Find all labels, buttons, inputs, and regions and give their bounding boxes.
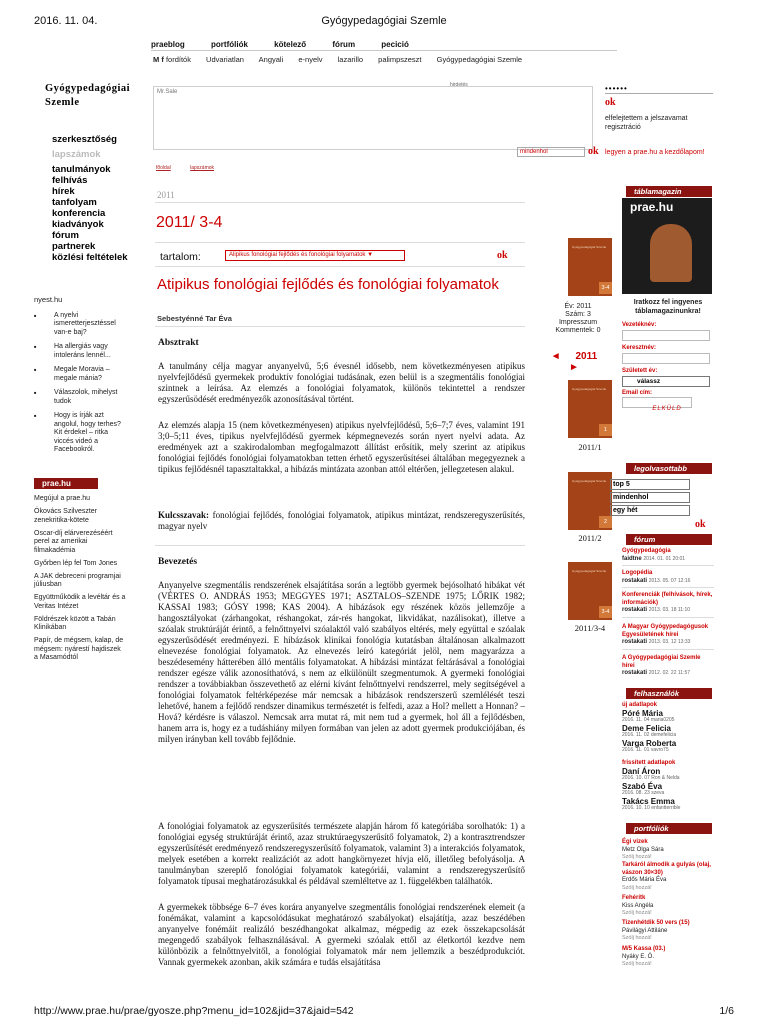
magazine-caption: Iratkozz fel ingyenes táblamagazinunkra! <box>633 299 703 315</box>
print-url: http://www.prae.hu/prae/gyosze.php?menu_id=102&jid=37&jaid=542 <box>34 1005 354 1017</box>
portfolio-title[interactable]: Tizenhétdik 50 vers (15) <box>622 920 690 926</box>
portfolio-author: Metz Olga Sára <box>622 846 664 853</box>
login-ok-button[interactable]: ok <box>605 97 616 108</box>
issue-year: Év: 2011 <box>564 303 592 310</box>
comment-link[interactable]: Szólj hozzá! <box>622 961 652 967</box>
article-title: Atipikus fonológiai fejlődés és fonológiai folyamatok <box>157 276 499 293</box>
portfolio-item[interactable] <box>622 920 714 943</box>
updated-users-label: frissített adatlapok <box>622 760 676 766</box>
issue-number: Szám: 3 <box>565 311 591 318</box>
menu-item[interactable]: tanulmányok <box>52 164 111 175</box>
prae-news-item[interactable]: A JAK debreceni programjai júliusban <box>34 572 121 588</box>
subnav-item[interactable]: Angyali <box>258 55 284 64</box>
comment-link[interactable]: Szólj hozzá! <box>622 884 652 891</box>
contents-ok-button[interactable]: ok <box>497 250 508 261</box>
cover-tab: 1 <box>599 424 612 436</box>
user-date: 2016. 11. 01 <box>622 747 650 753</box>
most-read-scope-select[interactable]: mindenhol <box>610 492 690 503</box>
ad-label: hirdetés <box>450 82 468 88</box>
subnav-item[interactable]: lazarillo <box>337 55 364 64</box>
forum-topic[interactable]: Konferenciák (felhívások, hírek, információk) <box>622 592 713 606</box>
prae-news-header[interactable]: prae.hu <box>34 478 98 489</box>
cover-photo <box>650 224 692 282</box>
user-name[interactable]: Szabó Éva <box>622 781 663 791</box>
user-name[interactable]: Póré Mária <box>622 708 663 718</box>
left-menu <box>52 134 128 263</box>
nyest-heading[interactable]: nyest.hu <box>34 295 63 304</box>
year-navigator <box>533 351 615 373</box>
nyest-news <box>34 296 124 461</box>
nav-kotelezo[interactable]: kötelező <box>274 40 307 49</box>
menu-item[interactable]: felhívás <box>52 175 88 186</box>
cover-text: Gyógypedagógiai Szemle <box>572 569 607 573</box>
subnav-item[interactable]: Gyógypedagógiai Szemle <box>436 55 523 64</box>
nav-portfoliok[interactable]: portfóliók <box>211 40 248 49</box>
news-item[interactable]: ■ Válaszolok, mihelyst tudok <box>34 389 124 406</box>
prev-year-arrow[interactable]: ◄ <box>550 351 561 362</box>
contents-label: tartalom: <box>160 251 201 263</box>
search-ok-button[interactable]: ok <box>588 146 599 157</box>
issue-info <box>538 303 618 335</box>
menu-item[interactable]: kiadványok <box>52 219 104 230</box>
abstract-heading: Absztrakt <box>158 338 199 348</box>
portfolio-title[interactable]: Égi vizek <box>622 839 648 845</box>
forum-date: 2013. 05. 07 12:16 <box>648 577 691 584</box>
ad-placeholder-text: Mr.Sale <box>157 89 178 95</box>
comment-link[interactable]: Szólj hozzá! <box>622 854 652 860</box>
lastname-label: Vezetéknév: <box>622 322 657 328</box>
cover-tab: 2 <box>599 516 612 528</box>
portfolio-header: portfóliók <box>626 823 712 834</box>
user-handle: enfantterrible <box>651 805 681 811</box>
breadcrumb-home[interactable]: főoldal <box>156 165 171 171</box>
portfolio-author: Erdős Mária Éva <box>622 877 667 883</box>
portfolio-author: Pávilágyi Attiláne <box>622 927 668 934</box>
user-date: 2016. 11. 02 <box>622 732 650 738</box>
prae-news-item[interactable]: Oscar-díj elárverezéséért perel az amerikai filmakadémia <box>34 529 113 554</box>
prae-news-item[interactable]: Győrben lép fel Tom Jones <box>34 559 118 567</box>
forum-item[interactable] <box>622 548 714 566</box>
year-value: 2011 <box>575 351 598 362</box>
forum-item[interactable] <box>622 592 714 618</box>
subnav-item[interactable]: Udvariatlan <box>206 55 244 64</box>
portfolio-title[interactable]: M/5 Kassa (03.) <box>622 946 666 952</box>
menu-item[interactable]: hírek <box>52 186 75 197</box>
user-handle: Ron & Nelda <box>651 775 680 781</box>
user-handle: maria0205 <box>650 717 675 723</box>
divider <box>155 266 525 267</box>
portfolio-item[interactable] <box>622 946 714 969</box>
most-read-header: legolvasottabb <box>626 463 712 474</box>
user-date: 2016. 08. 23 <box>622 790 650 796</box>
keywords-label: Kulcsszavak: <box>158 510 210 520</box>
breadcrumb <box>156 165 232 171</box>
prae-news-item[interactable]: Papír, de mégsem, kalap, de mégsem: nyárestí hajdiszek a Masamódtól <box>34 637 124 661</box>
subnav-bold-prefix: M f <box>153 55 164 64</box>
sub-navigation <box>153 55 535 64</box>
print-title: Gyógypedagógiai Szemle <box>321 15 447 27</box>
menu-lapszamok[interactable]: lapszámok <box>52 149 101 160</box>
prae-news-item[interactable]: Együttműködik a levéltár és a Veritas Intézet <box>34 594 126 610</box>
user-date: 2016. 10. 07 <box>622 775 650 781</box>
magazine-brand: prae.hu <box>630 200 674 214</box>
logo-line: Szemle <box>45 97 80 108</box>
birthyear-label: Született év: <box>622 368 658 374</box>
magazine-cover[interactable] <box>622 198 712 294</box>
portfolio-item[interactable] <box>622 862 714 892</box>
keywords-text: fonológiai fejlődés, fonológiai folyamatok, atipikus mintázat, rendszeregyszerűsítés, magyar nyelv <box>158 510 525 531</box>
issue-label[interactable]: 2011/3-4 <box>574 623 606 633</box>
user-name[interactable]: Takács Emma <box>622 796 675 806</box>
issue-cover[interactable] <box>568 472 612 530</box>
abstract-paragraph: Az elemzés alapja 15 (nem következményesen) atipikus nyelvfejlődésű, 5;6–7;7 éves, valamint 191 3;0–5;11 éves, tipikus nyelvfejlődésű gyermek képmegnevezés során nyert nyelvi adata. Az eredmények azt a szakirodalomban megfogalmazott állítást erősítik, mely szerint az atipikus fonológiai fejlődés fonológiai folyamatokban tetten érhető egyszerűsítései általában megegyeznek a tipikus fejlődésnél tapasztaltakkal, a hibázás mintázata azonban attól eltérően, jellegzetesen alakul. <box>158 420 525 474</box>
news-item[interactable]: ■ Hogy is írják azt angolul, hogy terhes? Kit érdekel – ritka viccés videó a Facebookról. <box>34 412 124 455</box>
lastname-input[interactable] <box>622 330 710 341</box>
forum-item[interactable] <box>622 655 714 678</box>
forum-item[interactable] <box>622 570 714 588</box>
year-heading: 2011 <box>157 190 175 200</box>
password-input[interactable]: •••••• <box>605 84 713 94</box>
most-read-period-select[interactable]: egy hét <box>610 505 690 516</box>
most-read-ok-button[interactable]: ok <box>695 519 706 530</box>
forum-date: 2014. 01. 01 20:01 <box>643 555 686 562</box>
issue-label[interactable]: 2011/2 <box>578 533 602 543</box>
menu-item[interactable]: közlési feltételek <box>52 252 128 263</box>
user-name[interactable]: Daní Áron <box>622 766 661 776</box>
body-paragraph: Anyanyelve szegmentális rendszerének elsajátítása során a legtöbb gyermek bejósolható hibákat vét (VÉRTES O. ANDRÁS 1953; MEGGYES 1971; ASZTALOS–SZENDE 1975; LŐRIK 1982; KASSAI 1983; GÓSY 1998; KAS 2004). A hibázások egy részének közös jellemzője a hangosztályokat (zárhangokat, réshangokat, zár-rés hangokat, likvidákat, nazálisokat), illetve a szóalak struktúráját érintő, a felnőttnyelvi szóalaktól való szabályos eltérés, mely együttal e szóalak egyszerűsödését eredményezi. E hibázások klinikai fonológia kutatásban általánosan alkalmazott elnevezése fonológiai folyamatok. Az elnevezés leíró kategóriát jelöl, nem magyarázza a beszédesemény hátterében álló mentális folyamatokat. A hibázási mintázat feltárásával a fonológiai rendszer egésze válik azonosíthatóvá, s nem az elkülönült szegmentumok. A gyermeki fonológiai rendszer a továbbiakban összevethető az elérni kívánt felnőttnyelvi rendszerrel, mely segítségével a fonológiai folyamatok feltérképezése már nemcsak a hibázások rendszerszerű szemlélését teszi lehetővé, hanem a fejlődő rendszer dinamikus természetét is felfedi, azaz a Hol? mellett a Honnan? – Hová? kérdésre is válaszol. Nemcsak arra mutat rá, mit nem tud a gyermek, hol áll a fejlődésben, hanem arra is, hogy ez a tudáshiány milyen formában van jelen az adott gyermek produkciójában, és milyen irányban kell tovább fejlődnie. <box>158 580 525 744</box>
most-read-count-select[interactable]: top 5 <box>610 479 690 490</box>
issue-cover[interactable] <box>568 380 612 438</box>
menu-item[interactable]: partnerek <box>52 241 96 252</box>
body-paragraph: A gyermekek többsége 6–7 éves korára anyanyelve szegmentális fonológiai rendszerének elemeit (a fonémákat, valamint a kapcsolódásukat meghatározó szabályokat) elsajátítja, azaz beszédében anyanyelve fonémáit realizáló beszédhangokat alkalmaz, mégpedig az ezek összekapcsolását megengedő szabályok felhasználásával. A gyermeki szóalak ettől az életkortól kezdve nem különbözik a felnőttnyelvitől, a fonológiai folyamatok már nem jellemzik a beszédprodukciót. Vannak gyermekek azonban, akik számára e tudás elsajátítása <box>158 902 525 967</box>
portfolio-title[interactable]: Tarkáról álmodik a gulyás (olaj, vászon 30×30) <box>622 862 711 876</box>
menu-item[interactable]: tanfolyam <box>52 197 97 208</box>
comments-count[interactable]: Kommentek: 0 <box>555 327 601 334</box>
new-users <box>622 702 714 755</box>
divider <box>155 326 525 327</box>
menu-item[interactable]: fórum <box>52 230 79 241</box>
subnav-item[interactable]: palimpszeszt <box>378 55 422 64</box>
issue-title: 2011/ 3-4 <box>156 214 223 231</box>
article-author[interactable]: Sebestyénné Tar Éva <box>157 314 232 323</box>
firstname-input[interactable] <box>622 353 710 364</box>
abstract-paragraph: A tanulmány célja magyar anyanyelvű, 5;6 évesnél idősebb, nem következményesen atipikus nyelvfejlődésű gyermekek produktív fonológiai tudásának, ezen belül is a szegmentális fonológiai szintnek a leírása. Az elemzés a fonológiai folyamatok, különös tekintettel a rendszer egyszerűsödését eredményezők azonosításával történt. <box>158 361 525 404</box>
search-scope-select[interactable]: mindenhol <box>517 147 585 157</box>
user-name[interactable]: Varga Roberta <box>622 738 677 748</box>
magazine-header: táblamagazin <box>626 186 712 197</box>
prae-news-item[interactable]: Megújul a prae.hu <box>34 495 91 502</box>
email-label: Email cím: <box>622 390 653 396</box>
site-logo[interactable] <box>45 82 130 110</box>
portfolio-item[interactable] <box>622 895 714 918</box>
birthyear-select[interactable]: válassz <box>622 376 710 387</box>
updated-users <box>622 760 714 813</box>
nav-praeblog[interactable]: praeblog <box>151 40 185 49</box>
top-navigation <box>151 40 433 49</box>
divider <box>155 242 525 243</box>
forum-date: 2012. 02. 22 11:57 <box>648 670 691 676</box>
user-handle: demefelicia <box>650 732 677 738</box>
forum-user[interactable]: faidtne <box>622 555 642 562</box>
user-date: 2016. 11. 04 <box>622 717 650 723</box>
prae-news-item[interactable]: Földrészek között a Tabán Klinikában <box>34 615 116 631</box>
cover-text: Gyógypedagógiai Szemle <box>572 245 607 249</box>
breadcrumb-lapszamok[interactable]: lapszámok <box>190 165 215 171</box>
forum-topic[interactable]: Logopédia <box>622 570 653 576</box>
login-links <box>605 114 687 132</box>
user-handle: vavro75 <box>650 747 669 753</box>
firstname-label: Keresztnév: <box>622 345 657 351</box>
menu-szerkesztoseg[interactable]: szerkesztőség <box>52 134 117 145</box>
nav-forum[interactable]: fórum <box>332 40 356 49</box>
forum-item[interactable] <box>622 624 714 650</box>
user-name[interactable]: Deme Felicia <box>622 723 671 733</box>
prae-news-list <box>34 495 126 667</box>
forum-topic[interactable]: Gyógypedagógia <box>622 548 671 554</box>
cover-tab: 3-4 <box>599 606 612 618</box>
forum-user[interactable]: rostakati <box>622 670 648 676</box>
user-handle: szeva <box>651 790 665 796</box>
forum-user[interactable]: rostakati <box>622 577 648 584</box>
portfolio-author: Nyáky E. Ö. <box>622 953 655 960</box>
menu-item[interactable]: konferencia <box>52 208 106 219</box>
news-item[interactable]: ■ Ha allergiás vagy intoleráns lennél... <box>34 343 124 360</box>
forum-user[interactable]: rostakati <box>622 607 648 613</box>
next-year-arrow[interactable]: ► <box>569 362 579 373</box>
forum-date: 2013. 03. 18 11:10 <box>648 607 691 613</box>
prae-news-item[interactable]: Ókovács Szilveszter zenekritika-kötete <box>34 508 98 524</box>
news-item[interactable]: ■ A nyelvi ismeretterjesztéssel van-e baj? <box>34 312 124 338</box>
print-header <box>34 15 734 29</box>
forum-date: 2013. 03. 12 13:33 <box>648 639 691 645</box>
subnav-item[interactable]: e-nyelv <box>298 55 323 64</box>
divider <box>155 545 525 546</box>
nav-pecicio[interactable]: pecició <box>381 40 409 49</box>
comment-link[interactable]: Szólj hozzá! <box>622 910 652 916</box>
print-page-number: 1/6 <box>719 1005 734 1017</box>
divider <box>155 202 525 203</box>
top-divider <box>151 50 617 51</box>
intro-heading: Bevezetés <box>158 557 198 567</box>
forum-topic[interactable]: A Magyar Gyógypedagógusok Egyesületének hírei <box>622 624 709 638</box>
set-homepage-link[interactable]: legyen a prae.hu a kezdőlapom! <box>605 149 705 156</box>
keywords <box>158 510 525 532</box>
comment-link[interactable]: Szólj hozzá! <box>622 935 652 941</box>
portfolio-title[interactable]: Fehérítk <box>622 895 646 901</box>
contents-select[interactable]: Alipikus fonológiai fejlődés és fonológiai folyamatok ▼ <box>225 250 405 261</box>
new-users-label: új adatlapok <box>622 702 658 708</box>
issue-cover[interactable] <box>568 562 612 620</box>
portfolio-author: Kiss Angéla <box>622 902 654 909</box>
forum-user[interactable]: rostakati <box>622 639 648 645</box>
news-item[interactable]: ■ Megale Moravia – megale mánia? <box>34 366 124 383</box>
print-date: 2016. 11. 04. <box>34 15 98 27</box>
print-footer <box>34 1005 734 1017</box>
user-date: 2016. 10. 10 <box>622 805 650 811</box>
impresszum-link[interactable]: Impresszum <box>558 319 598 326</box>
cover-tab: 3-4 <box>599 282 612 294</box>
register-link[interactable]: regisztráció <box>605 124 641 131</box>
ad-banner[interactable] <box>153 86 593 150</box>
forum-header: fórum <box>626 534 712 545</box>
logo-line: Gyógypedagógiai <box>45 83 131 94</box>
issue-label[interactable]: 2011/1 <box>578 442 602 452</box>
forum-topic[interactable]: A Gyógypedagógiai Szemle hírei <box>622 655 701 669</box>
magazine-submit-button[interactable]: ELKÜLD <box>652 406 682 412</box>
body-paragraph: A fonológiai folyamatok az egyszerűsítés természete alapján három fő kategóriába sorolhatók: 1) a fonológiai egység struktúráját érintő, azaz struktúraegyszerűsítő folyamatok, 2) a kontrasztrendszer egyszerűsítését eredményező rendszeregyszerűsítő folyamatok, valamint 3) a interakciós folyamatok, melyek esetében a korrekt realizációt az adott hangkörnyezet hívja elő, illetőleg befolyásolja. A tanulmányban szereplő fonológiai folyamatok kategóriái, valamint a rendszeregyszerűsítő folyamatok típusai meghatározásukkal és példával szemléltetve az 1. függelékben találhatók. <box>158 821 525 886</box>
forgot-password-link[interactable]: elfelejtettem a jelszavamat <box>605 115 688 122</box>
cover-text: Gyógypedagógiai Szemle <box>572 479 607 483</box>
cover-text: Gyógypedagógiai Szemle <box>572 387 607 391</box>
users-header: felhasználók <box>626 688 712 699</box>
current-issue-cover[interactable] <box>568 238 612 296</box>
subnav-item[interactable]: fordítók <box>165 55 191 64</box>
portfolio-item[interactable] <box>622 839 714 862</box>
